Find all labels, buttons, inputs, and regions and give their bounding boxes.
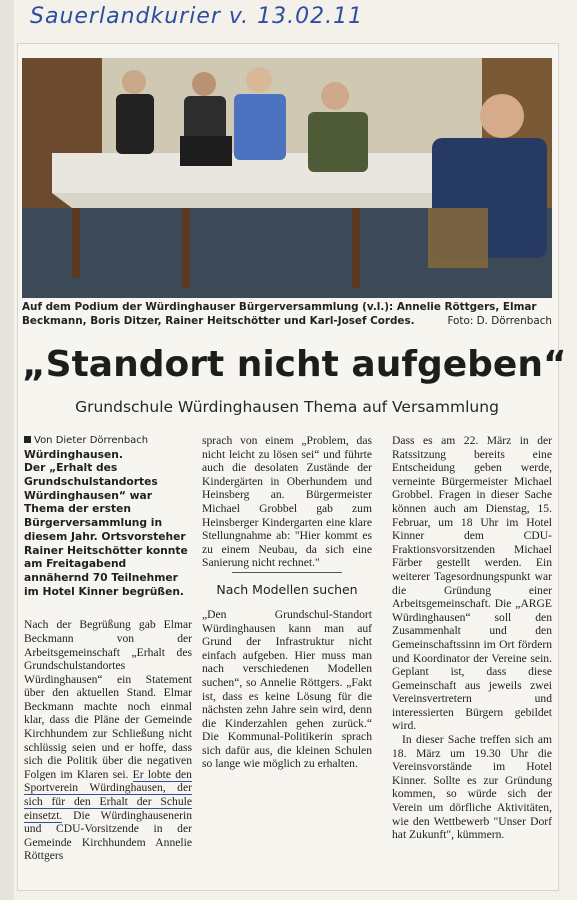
photo-credit: Foto: D. Dörrenbach [447, 315, 552, 327]
section-heading: Nach Modellen suchen [216, 581, 358, 597]
article-subheadline: Grundschule Würdinghausen Thema auf Versammlung [75, 398, 499, 416]
photo-caption [22, 300, 552, 328]
column-3-paragraph-1: Dass es am 22. März in der Ratssitzung bereits eine Entscheidung geben werde, verneinte Bürgermeister Michael Grobbel. Fragen in dieser Sache können auch am Dienstag, 15. Februar, um 18 Uhr im Hotel Kinner dem CDU-Fraktionsvorsitzenden Michael Färber gestellt werden. Ein weiterer Tagesordnungspunkt war die Gründung einer Arbeitsgemeinschaft. Die „ARGE Würdinghausen“ soll den Zusammenhalt und den Gemeinschaftssinn im Ort fördern und Koordinator der Vereine sein. Geplant ist, dass diese Gemeinschaft aus jeweils zwei Vereinsvertretern und interessierten Bürgern gebildet wird. [392, 434, 552, 733]
column-2-paragraph-1: sprach von einem „Problem, das nicht leicht zu lösen sei“ und führte auch die desolaten Zustände der Kindergärten in Oberhundem und Heinsberg an. Bürgermeister Michael Grobbel gab zum Heinsberger Kindergarten eine klare Stellungnahme ab: "Hier kommt es zu einem Neubau, da sich eine Sanierung nicht rechnet." [202, 434, 372, 570]
lead-text: Der „Erhalt des Grundschulstandortes Würdinghausen“ war Thema der ersten Bürgerversammlung in diesem Jahr. Ortsvorsteher Rainer Heitschötter konnte am Freitagabend annähernd 70 Teilnehmer im Hotel Kinner begrüßen. [24, 461, 188, 598]
author-line [24, 434, 192, 448]
column-1-paragraph [24, 618, 192, 863]
podium-photo-image [22, 58, 552, 298]
paragraph-gap [24, 598, 192, 618]
scanner-edge [0, 0, 14, 900]
article-column-1 [24, 434, 192, 863]
article-photo [22, 58, 552, 298]
author-square-icon [24, 436, 31, 443]
article-lead [24, 448, 192, 599]
article-column-2 [202, 434, 372, 771]
column-2-paragraph-2: „Den Grundschul-Standort Würdinghausen kann man auf Grund der Infrastruktur nicht einfach aufgeben. Hier muss man nach verschiedenen Modellen suchen“, so Annelie Röttgers. „Fakt ist, dass es keine Lösung für die nächsten zehn Jahre sein wird, denn die Kinderzahlen gehen zurück.“ Die Kommunal-Politikerin sprach sich dafür aus, die kleinen Schulen so lange wie möglich zu erhalten. [202, 607, 372, 771]
article-column-3 [392, 434, 552, 842]
col1-underlined-text: Er lobte den Sportverein Würdinghausen, der sich für den Erhalt der Schule einsetzt. [24, 767, 192, 822]
col1-text-start: Nach der Begrüßung gab Elmar Beckmann von der Arbeitsgemeinschaft „Erhalt des Grundschulstandortes Würdinghausen“ ein Statement über den aktuellen Stand. Elmar Beckmann machte noch einmal klar, dass die Pläne der Gemeinde Kirchhundem zur Schließung nicht schlüssig seien und er hoffe, dass sich die Politik über die negativen Folgen im Klaren sei. [24, 618, 192, 781]
handwritten-source-note: Sauerlandkurier v. 13.02.11 [30, 4, 364, 29]
dateline: Würdinghausen. [24, 447, 123, 461]
column-3-paragraph-2: In dieser Sache treffen sich am 18. März um 19.30 Uhr die Vereinsvorstände im Hotel Kinner. Sollte es zur Gründung kommen, so würde sich der Verein um dörfliche Aktivitäten, wie den Wettbewerb "Unser Dorf hat Zukunft", kümmern. [392, 733, 552, 842]
section-rule [232, 572, 342, 573]
col1-text-end: Die Würdinghausenerin und CDU-Vorsitzende in der Gemeinde Kirchhundem Annelie Röttgers [24, 808, 192, 863]
photo-caption-text: Auf dem Podium der Würdinghauser Bürgerversammlung (v.l.): Annelie Röttgers, Elmar Beckmann, Boris Ditzer, Rainer Heitschötter und Karl-Josef Cordes. [22, 301, 537, 327]
author-name: Von Dieter Dörrenbach [34, 435, 149, 446]
article-headline: „Standort nicht aufgeben“ [22, 344, 567, 385]
